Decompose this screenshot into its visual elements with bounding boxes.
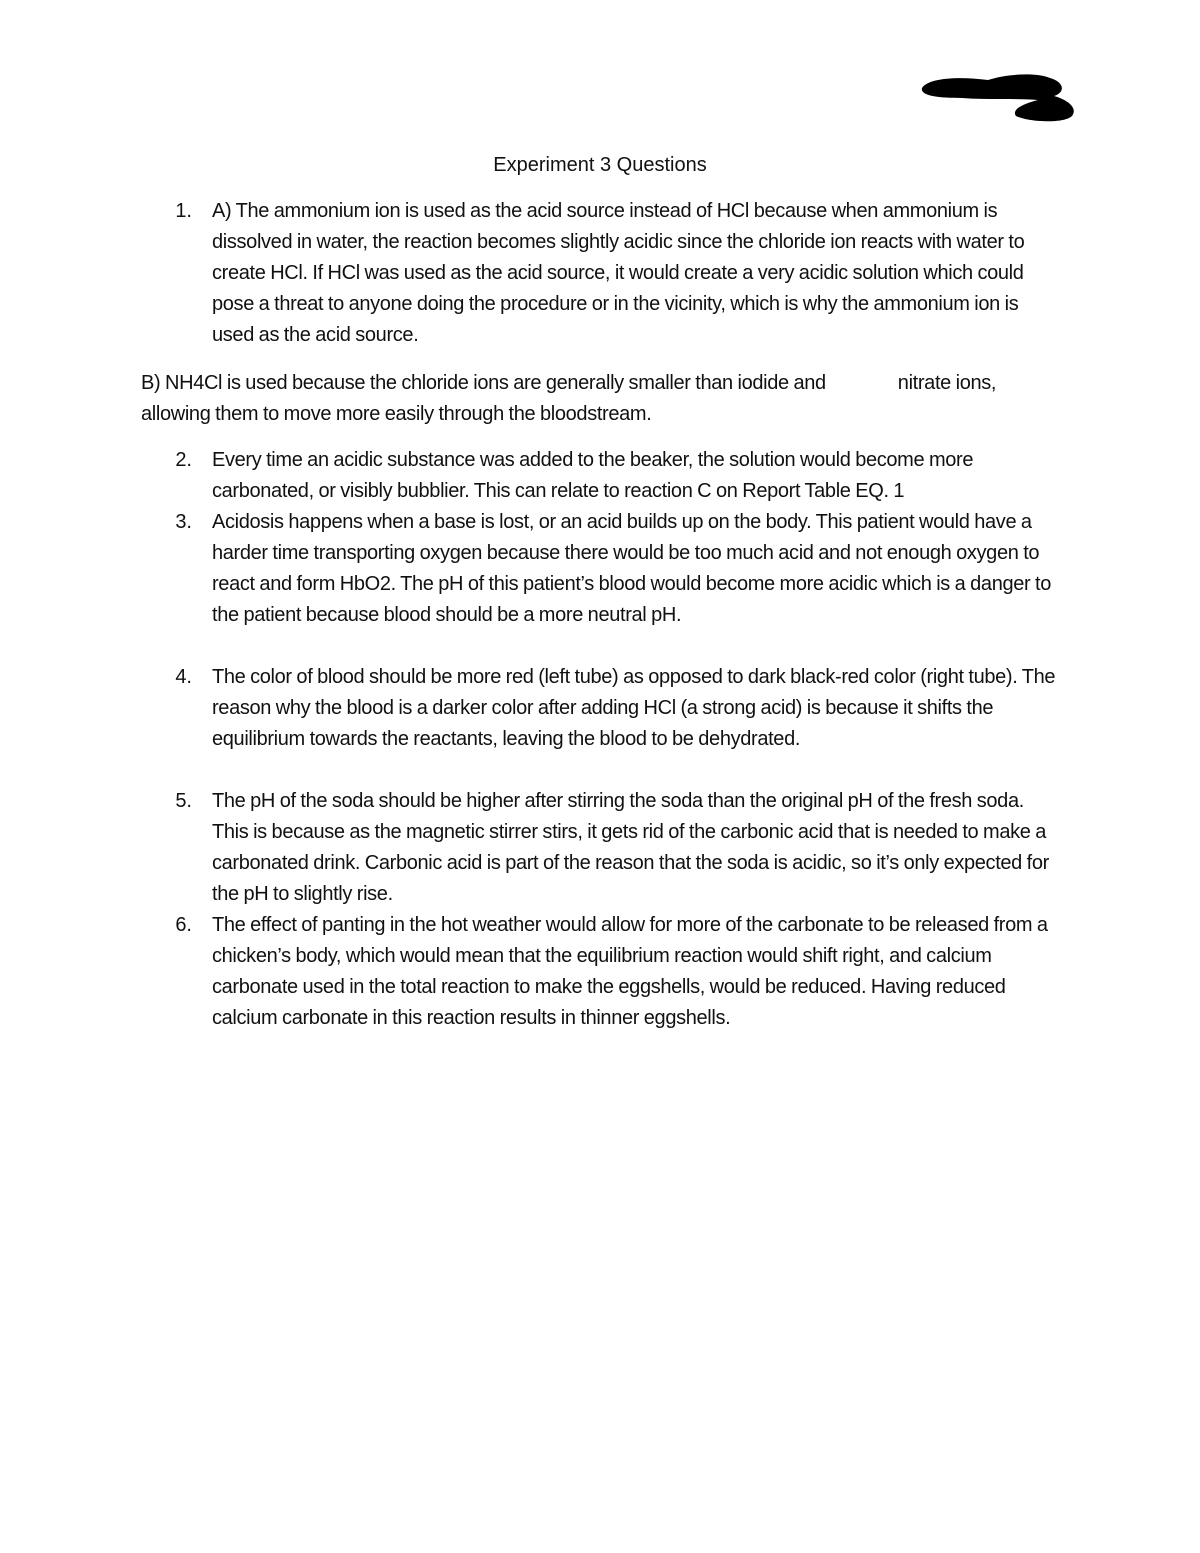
answer-text: Acidosis happens when a base is lost, or an acid builds up on the body. This patient would have a harder time transporting oxygen because there would be too much acid and not enough oxygen to react and form HbO2. The pH of this patient’s blood would become more acidic which is a danger to the patient because blood should be a more neutral pH. [212,511,1052,626]
answer-number: 2. [175,449,192,471]
redaction-mark [918,70,1078,126]
part-b-text-start: B) NH4Cl is used because the chloride ions are generally smaller than iodide and [141,372,826,394]
answer-number: 1. [175,200,192,222]
answer-text: Every time an acidic substance was added to the beaker, the solution would become more carbonated, or visibly bubblier. This can relate to reaction C on Report Table EQ. 1 [212,449,974,502]
answer-text: A) The ammonium ion is used as the acid source instead of HCl because when ammonium is dissolved in water, the reaction becomes slightly acidic since the chloride ion reacts with water to create HCl. If HCl was used as the acid source, it would create a very acidic solution which could pose a threat to anyone doing the procedure or in the vicinity, which is why the ammonium ion is used as the acid source. [212,200,1025,346]
part-b-text-end: nitrate ions, allowing them to move more easily through the bloodstream. [141,372,997,425]
document-title: Experiment 3 Questions [493,154,707,176]
answer-text: The pH of the soda should be higher after stirring the soda than the original pH of the fresh soda. This is because as the magnetic stirrer stirs, it gets rid of the carbonic acid that is needed to make a carbonated drink. Carbonic acid is part of the reason that the soda is acidic, so it’s only expected for the pH to slightly rise. [212,790,1049,905]
answer-number: 4. [175,666,192,688]
answer-text: The effect of panting in the hot weather would allow for more of the carbonate to be released from a chicken’s body, which would mean that the equilibrium reaction would shift right, and calcium carbonate used in the total reaction to make the eggshells, would be reduced. Having reduced calcium carbonate in this reaction results in thinner eggshells. [212,914,1048,1029]
answer-text: The color of blood should be more red (left tube) as opposed to dark black-red color (right tube). The reason why the blood is a darker color after adding HCl (a strong acid) is because it shifts the equilibrium towards the reactants, leaving the blood to be dehydrated. [212,666,1056,750]
part-b-answer [141,368,1061,430]
answer-number: 5. [175,790,192,812]
answer-number: 3. [175,511,192,533]
answer-number: 6. [175,914,192,936]
